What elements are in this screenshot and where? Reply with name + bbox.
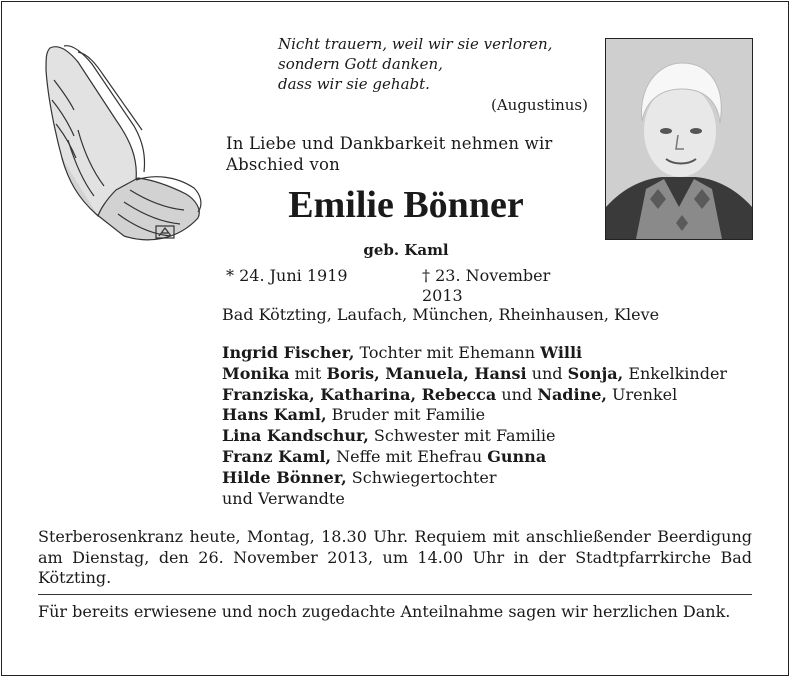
places: Bad Kötzting, Laufach, München, Rheinhausen, Kleve bbox=[222, 305, 660, 324]
mourner-relation: mit bbox=[289, 363, 327, 383]
mourner-relation: Neffe mit Ehefrau bbox=[331, 446, 488, 466]
mourner-name: Sonja, bbox=[567, 363, 624, 383]
divider bbox=[38, 594, 752, 595]
life-dates bbox=[226, 266, 596, 305]
mourner-relation: Urenkel bbox=[606, 384, 678, 404]
mourner-row bbox=[222, 364, 762, 385]
mourner-name: Hilde Bönner, bbox=[222, 467, 347, 487]
mourner-relation: und bbox=[526, 363, 568, 383]
quote-line: dass wir sie gehabt. bbox=[278, 75, 430, 93]
mourner-name: Franz Kaml, bbox=[222, 446, 332, 466]
mourner-row bbox=[222, 405, 762, 426]
mourner-relation: Enkelkinder bbox=[623, 363, 728, 383]
mourner-name: Gunna bbox=[487, 446, 547, 466]
mourner-name: Lina Kandschur, bbox=[222, 426, 369, 446]
mourner-relation: und Verwandte bbox=[222, 488, 345, 508]
mourner-relation: Schwiegertochter bbox=[346, 467, 497, 487]
praying-hands-icon bbox=[38, 40, 206, 245]
mourner-name: Hans Kaml, bbox=[222, 405, 327, 425]
portrait-photo bbox=[605, 38, 753, 240]
death-date: † 23. November 2013 bbox=[422, 266, 551, 305]
mourner-row bbox=[222, 385, 762, 406]
mourner-name: Nadine, bbox=[537, 384, 607, 404]
intro-line: Abschied von bbox=[226, 155, 340, 174]
mourner-name: Monika bbox=[222, 363, 290, 383]
thanks-text: Für bereits erwiesene und noch zugedachte Anteilnahme sagen wir herzlichen Dank. bbox=[38, 602, 731, 621]
mourner-row bbox=[222, 447, 762, 468]
mourner-name: Boris, Manuela, Hansi bbox=[326, 363, 527, 383]
mourner-row bbox=[222, 468, 762, 489]
funeral-notice: Sterberosenkranz heute, Montag, 18.30 Uhr. Requiem mit anschließender Beerdigung am Dienstag, den 26. November 2013, um 14.00 Uhr in der Stadtpfarrkirche Bad Kötzting. bbox=[38, 527, 752, 587]
mourner-relation: und bbox=[496, 384, 538, 404]
mourner-row bbox=[222, 426, 762, 447]
mourner-row bbox=[222, 343, 762, 364]
mourner-name: Willi bbox=[540, 343, 583, 362]
mourners-list bbox=[222, 343, 762, 509]
quote bbox=[278, 34, 588, 94]
quote-line: Nicht trauern, weil wir sie verloren, bbox=[278, 35, 553, 53]
mourner-relation: Tochter mit Ehemann bbox=[354, 343, 541, 362]
monogram: AD bbox=[48, 244, 50, 245]
mourner-row bbox=[222, 489, 762, 510]
mourner-relation: Bruder mit Familie bbox=[326, 405, 486, 425]
mourner-relation: Schwester mit Familie bbox=[368, 426, 556, 446]
quote-line: sondern Gott danken, bbox=[278, 55, 443, 73]
intro-text bbox=[226, 133, 588, 175]
intro-line: In Liebe und Dankbarkeit nehmen wir bbox=[226, 134, 553, 153]
mourner-name: Franziska, Katharina, Rebecca bbox=[222, 384, 497, 404]
quote-author: (Augustinus) bbox=[490, 96, 588, 114]
mourner-name: Ingrid Fischer, bbox=[222, 343, 355, 362]
deceased-name: Emilie Bönner bbox=[288, 184, 524, 226]
maiden-name: geb. Kaml bbox=[363, 241, 449, 259]
birth-date: * 24. Juni 1919 bbox=[226, 266, 348, 285]
